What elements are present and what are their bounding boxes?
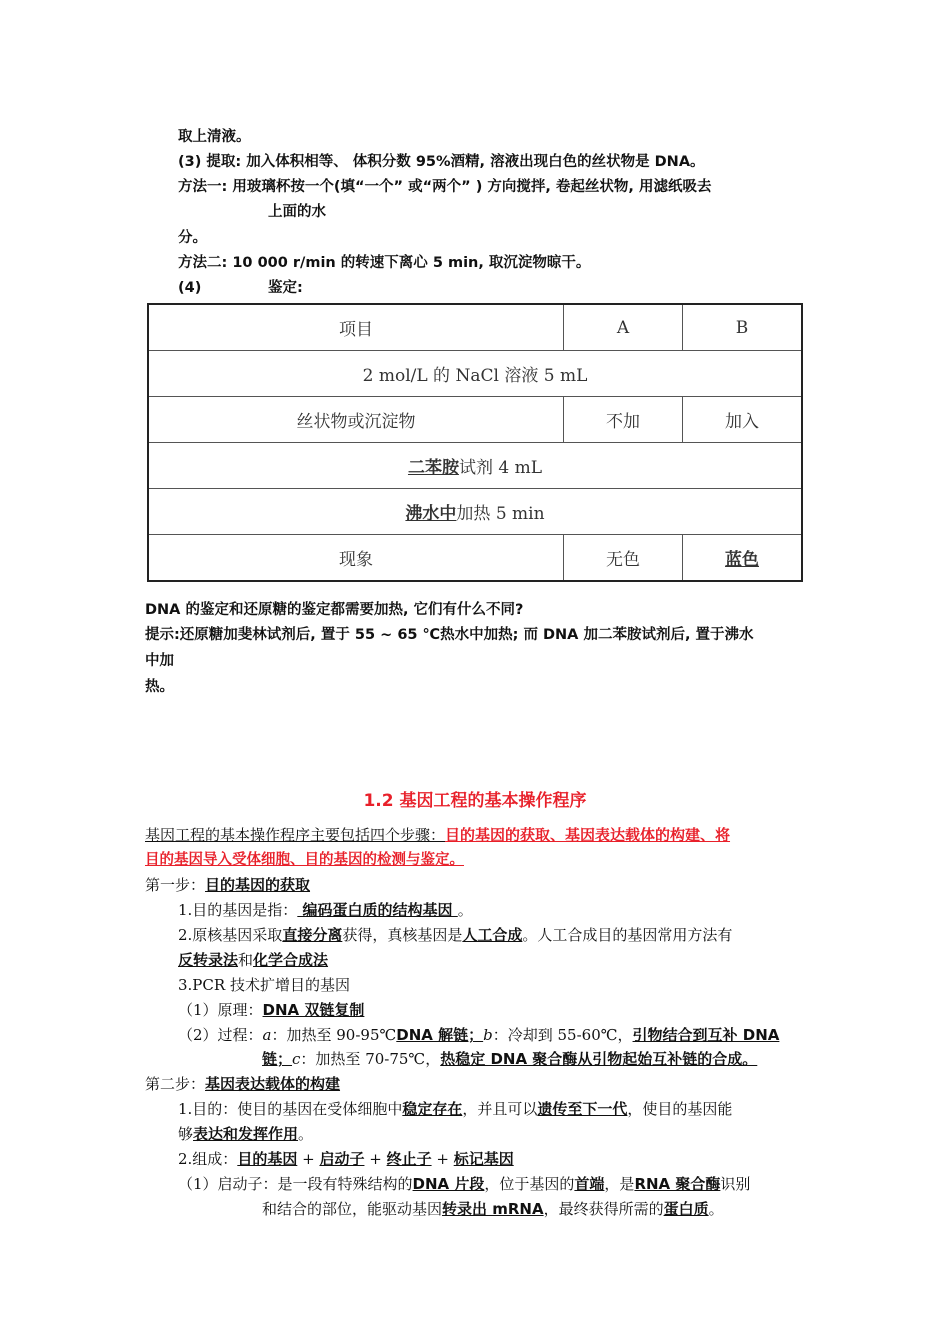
text-line: 方法一: 用玻璃杯按一个(填“一个” 或“两个” ) 方向搅拌, 卷起丝状物, 用滤纸吸去 bbox=[178, 179, 712, 195]
text-span: 1.目的：使目的基因在受体细胞中 bbox=[178, 1100, 403, 1118]
key-term: 稳定存在 bbox=[402, 1100, 463, 1118]
answer-line: 中加 bbox=[145, 653, 174, 669]
key-term: 标记基因 bbox=[453, 1150, 514, 1168]
text-span: （1）启动子：是一段有特殊结构的 bbox=[178, 1175, 413, 1193]
text-span: 。 bbox=[708, 1200, 724, 1218]
table-cell: 现象 bbox=[148, 535, 564, 582]
table-cell: 不加 bbox=[564, 397, 683, 443]
text-span: + bbox=[297, 1150, 320, 1168]
table-row bbox=[148, 397, 802, 443]
key-term: 引物结合到互补 DNA bbox=[632, 1026, 780, 1044]
text-span: 和结合的部位，能驱动基因 bbox=[262, 1200, 443, 1218]
key-term: 表达和发挥作用 bbox=[193, 1125, 299, 1143]
text-span: ，并且可以 bbox=[462, 1100, 538, 1118]
answer-line: 热。 bbox=[145, 679, 174, 695]
table-cell: 加入 bbox=[683, 397, 803, 443]
intro-line bbox=[145, 824, 730, 846]
text-span: 够 bbox=[178, 1125, 194, 1143]
text-line: (4) bbox=[178, 280, 202, 296]
step-heading bbox=[145, 1073, 340, 1095]
key-term: 转录出 mRNA bbox=[442, 1200, 544, 1218]
key-term: DNA 片段 bbox=[412, 1175, 485, 1193]
text-span: 获得，真核基因是 bbox=[342, 926, 463, 944]
text-line bbox=[262, 1198, 724, 1220]
step-title: 基因表达载体的构建 bbox=[205, 1075, 341, 1093]
step-title: 目的基因的获取 bbox=[205, 876, 311, 894]
key-term: 启动子 bbox=[319, 1150, 365, 1168]
text-span: 2.原核基因采取 bbox=[178, 926, 283, 944]
table-cell: B bbox=[683, 304, 803, 351]
text-span: 2.组成： bbox=[178, 1150, 238, 1168]
intro-text: 基因工程的基本操作程序主要包括四个步骤： bbox=[145, 826, 446, 844]
key-term: 直接分离 bbox=[282, 926, 343, 944]
text-span: ，使目的基因能 bbox=[627, 1100, 733, 1118]
step-label: 第一步： bbox=[145, 876, 206, 894]
text-span: + bbox=[431, 1150, 454, 1168]
text-line: 3.PCR 技术扩增目的基因 bbox=[178, 976, 350, 994]
key-term: 化学合成法 bbox=[253, 951, 329, 969]
text-span: （2）过程： bbox=[178, 1026, 263, 1044]
key-term: 链； bbox=[262, 1050, 293, 1068]
table-row bbox=[148, 304, 802, 351]
table-cell bbox=[148, 443, 802, 489]
text-span: 。 bbox=[457, 901, 473, 919]
text-span: ：加热至 70-75℃， bbox=[300, 1050, 441, 1068]
table-cell: 丝状物或沉淀物 bbox=[148, 397, 564, 443]
step-heading bbox=[145, 874, 310, 896]
table-cell: 无色 bbox=[564, 535, 683, 582]
text-line: (3) 提取: 加入体积相等、 体积分数 95%酒精, 溶液出现白色的丝状物是 DNA。 bbox=[178, 154, 705, 170]
section-title: 1.2 基因工程的基本操作程序 bbox=[363, 791, 587, 811]
question: DNA 的鉴定和还原糖的鉴定都需要加热, 它们有什么不同? bbox=[145, 602, 524, 618]
reagent-amount: 试剂 4 mL bbox=[458, 458, 543, 478]
table-row bbox=[148, 535, 802, 582]
steps-highlight: 目的基因导入受体细胞、目的基因的检测与鉴定。 bbox=[145, 852, 464, 868]
text-span: （1）原理： bbox=[178, 1001, 263, 1019]
text-span: b bbox=[483, 1026, 493, 1044]
text-span: 。 bbox=[298, 1125, 314, 1143]
text-line bbox=[178, 1098, 732, 1120]
table-cell: A bbox=[564, 304, 683, 351]
text-span: 识别 bbox=[720, 1175, 751, 1193]
table-cell bbox=[148, 489, 802, 535]
table-row bbox=[148, 351, 802, 397]
heating-time: 加热 5 min bbox=[456, 504, 545, 524]
text-span: 。人工合成目的基因常用方法有 bbox=[522, 926, 733, 944]
steps-highlight: 目的基因的获取、基因表达载体的构建、将 bbox=[445, 826, 731, 844]
key-term: DNA 双链复制 bbox=[262, 1001, 365, 1019]
answer-line: 提示:还原糖加斐林试剂后, 置于 55 ~ 65 ℃热水中加热; 而 DNA 加二苯胺试剂后, 置于沸水 bbox=[145, 627, 754, 643]
heating-place: 沸水中 bbox=[405, 504, 457, 524]
table-cell: 项目 bbox=[148, 304, 564, 351]
key-term: 终止子 bbox=[386, 1150, 432, 1168]
key-term: 目的基因 bbox=[237, 1150, 298, 1168]
text-span: + bbox=[364, 1150, 387, 1168]
text-line: 方法二: 10 000 r/min 的转速下离心 5 min, 取沉淀物晾干。 bbox=[178, 255, 591, 271]
reagent-name: 二苯胺 bbox=[407, 458, 459, 478]
text-line bbox=[262, 1048, 757, 1070]
text-line bbox=[178, 924, 732, 946]
key-term: 反转录法 bbox=[178, 951, 239, 969]
identification-table bbox=[147, 303, 803, 582]
key-term: 蛋白质 bbox=[663, 1200, 709, 1218]
key-term: 遗传至下一代 bbox=[537, 1100, 628, 1118]
text-span: ：冷却到 55-60℃， bbox=[492, 1026, 633, 1044]
text-span: ，最终获得所需的 bbox=[543, 1200, 664, 1218]
text-line bbox=[178, 949, 328, 971]
text-line bbox=[178, 1148, 514, 1170]
text-line bbox=[178, 899, 473, 921]
key-term: DNA 解链； bbox=[396, 1026, 484, 1044]
text-span: c bbox=[292, 1050, 301, 1068]
table-row bbox=[148, 489, 802, 535]
text-line: 鉴定: bbox=[268, 280, 303, 296]
text-line: 上面的水 bbox=[268, 204, 326, 220]
table-row bbox=[148, 443, 802, 489]
step-label: 第二步： bbox=[145, 1075, 206, 1093]
text-span: ，是 bbox=[604, 1175, 635, 1193]
text-line: 取上清液。 bbox=[178, 129, 251, 145]
text-span: 和 bbox=[238, 951, 254, 969]
text-line bbox=[178, 999, 364, 1021]
text-line bbox=[178, 1123, 313, 1145]
text-span: a bbox=[262, 1026, 272, 1044]
key-term: 热稳定 DNA 聚合酶从引物起始互补链的合成。 bbox=[440, 1050, 758, 1068]
text-line: 分。 bbox=[178, 230, 207, 246]
text-span: 1.目的基因是指： bbox=[178, 901, 298, 919]
text-line bbox=[178, 1173, 750, 1195]
key-term: 首端 bbox=[574, 1175, 605, 1193]
key-term: 人工合成 bbox=[462, 926, 523, 944]
text-line bbox=[178, 1024, 779, 1046]
table-cell bbox=[683, 535, 803, 582]
text-span: ：加热至 90-95℃ bbox=[271, 1026, 397, 1044]
result-blue: 蓝色 bbox=[725, 550, 759, 570]
key-term: RNA 聚合酶 bbox=[634, 1175, 721, 1193]
text-span: ，位于基因的 bbox=[484, 1175, 575, 1193]
key-term: 编码蛋白质的结构基因 bbox=[297, 901, 458, 919]
table-cell: 2 mol/L 的 NaCl 溶液 5 mL bbox=[148, 351, 802, 397]
